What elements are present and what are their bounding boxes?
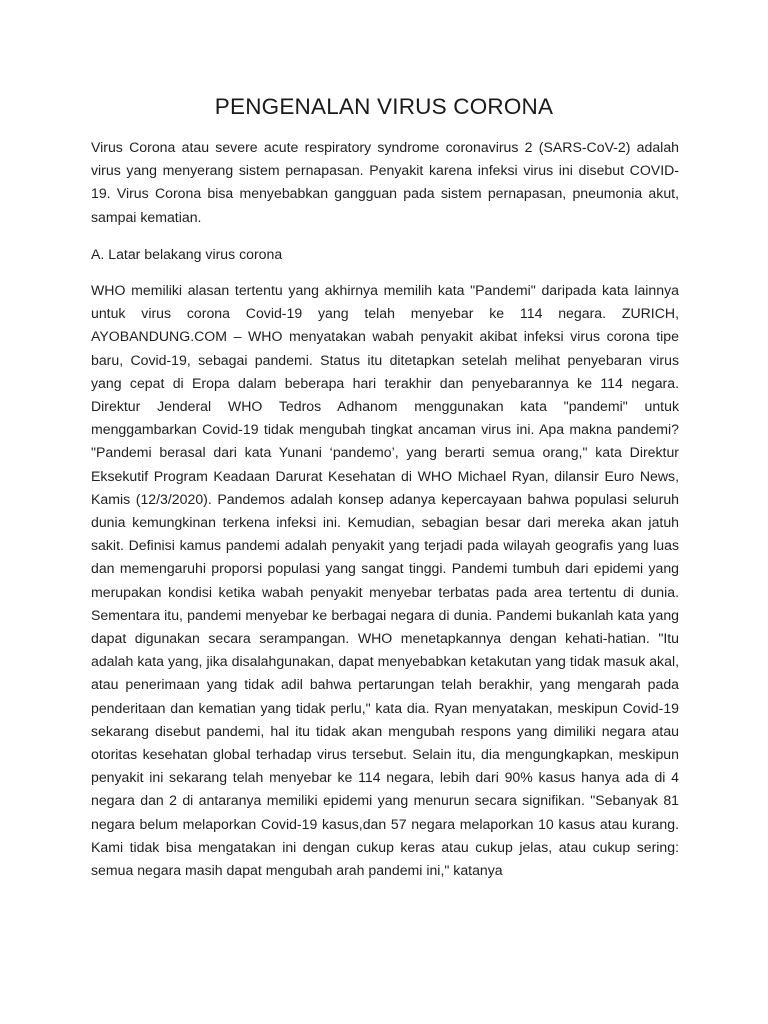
body-paragraph: WHO memiliki alasan tertentu yang akhirnya memilih kata "Pandemi" daripada kata lainnya untuk virus corona Covid-19 yang telah menyebar ke 114 negara. ZURICH, AYOBANDUNG.COM – WHO menyatakan wabah penyakit akibat infeksi virus corona tipe baru, Covid-19, sebagai pandemi. Status itu ditetapkan setelah melihat penyebaran virus yang cepat di Eropa dalam beberapa hari terakhir dan penyebarannya ke 114 negara. Direktur Jenderal WHO Tedros Adhanom menggunakan kata "pandemi" untuk menggambarkan Covid-19 tidak mengubah tingkat ancaman virus ini. Apa makna pandemi? "Pandemi berasal dari kata Yunani ‘pandemo’, yang berarti semua orang," kata Direktur Eksekutif Program Keadaan Darurat Kesehatan di WHO Michael Ryan, dilansir Euro News, Kamis (12/3/2020). Pandemos adalah konsep adanya kepercayaan bahwa populasi seluruh dunia kemungkinan terkena infeksi ini. Kemudian, sebagian besar dari mereka akan jatuh sakit. Definisi kamus pandemi adalah penyakit yang terjadi pada wilayah geografis yang luas dan memengaruhi proporsi populasi yang sangat tinggi. Pandemi tumbuh dari epidemi yang merupakan kondisi ketika wabah penyakit menyebar terbatas pada area tertentu di dunia. Sementara itu, pandemi menyebar ke berbagai negara di dunia. Pandemi bukanlah kata yang dapat digunakan secara serampangan. WHO menetapkannya dengan kehati-hatian. "Itu adalah kata yang, jika disalahgunakan, dapat menyebabkan ketakutan yang tidak masuk akal, atau penerimaan yang tidak adil bahwa pertarungan telah berakhir, yang mengarah pada penderitaan dan kematian yang tidak perlu," kata dia. Ryan menyatakan, meskipun Covid-19 sekarang disebut pandemi, hal itu tidak akan mengubah respons yang dimiliki negara atau otoritas kesehatan global terhadap virus tersebut. Selain itu, dia mengungkapkan, meskipun penyakit ini sekarang telah menyebar ke 114 negara, lebih dari 90% kasus hanya ada di 4 negara dan 2 di antaranya memiliki epidemi yang menurun secara signifikan. "Sebanyak 81 negara belum melaporkan Covid-19 kasus,dan 57 negara melaporkan 10 kasus atau kurang. Kami tidak bisa mengatakan ini dengan cukup keras atau cukup jelas, atau cukup sering: semua negara masih dapat mengubah arah pandemi ini," katanya [91, 282, 679, 879]
intro-paragraph: Virus Corona atau severe acute respiratory syndrome coronavirus 2 (SARS-CoV-2) adalah virus yang menyerang sistem pernapasan. Penyakit karena infeksi virus ini disebut COVID-19. Virus Corona bisa menyebabkan gangguan pada sistem pernapasan, pneumonia akut, sampai kematian. [91, 139, 679, 225]
section-heading: A. Latar belakang virus corona [91, 245, 283, 262]
page-title: PENGENALAN VIRUS CORONA [214, 94, 554, 119]
document-content [91, 136, 679, 882]
